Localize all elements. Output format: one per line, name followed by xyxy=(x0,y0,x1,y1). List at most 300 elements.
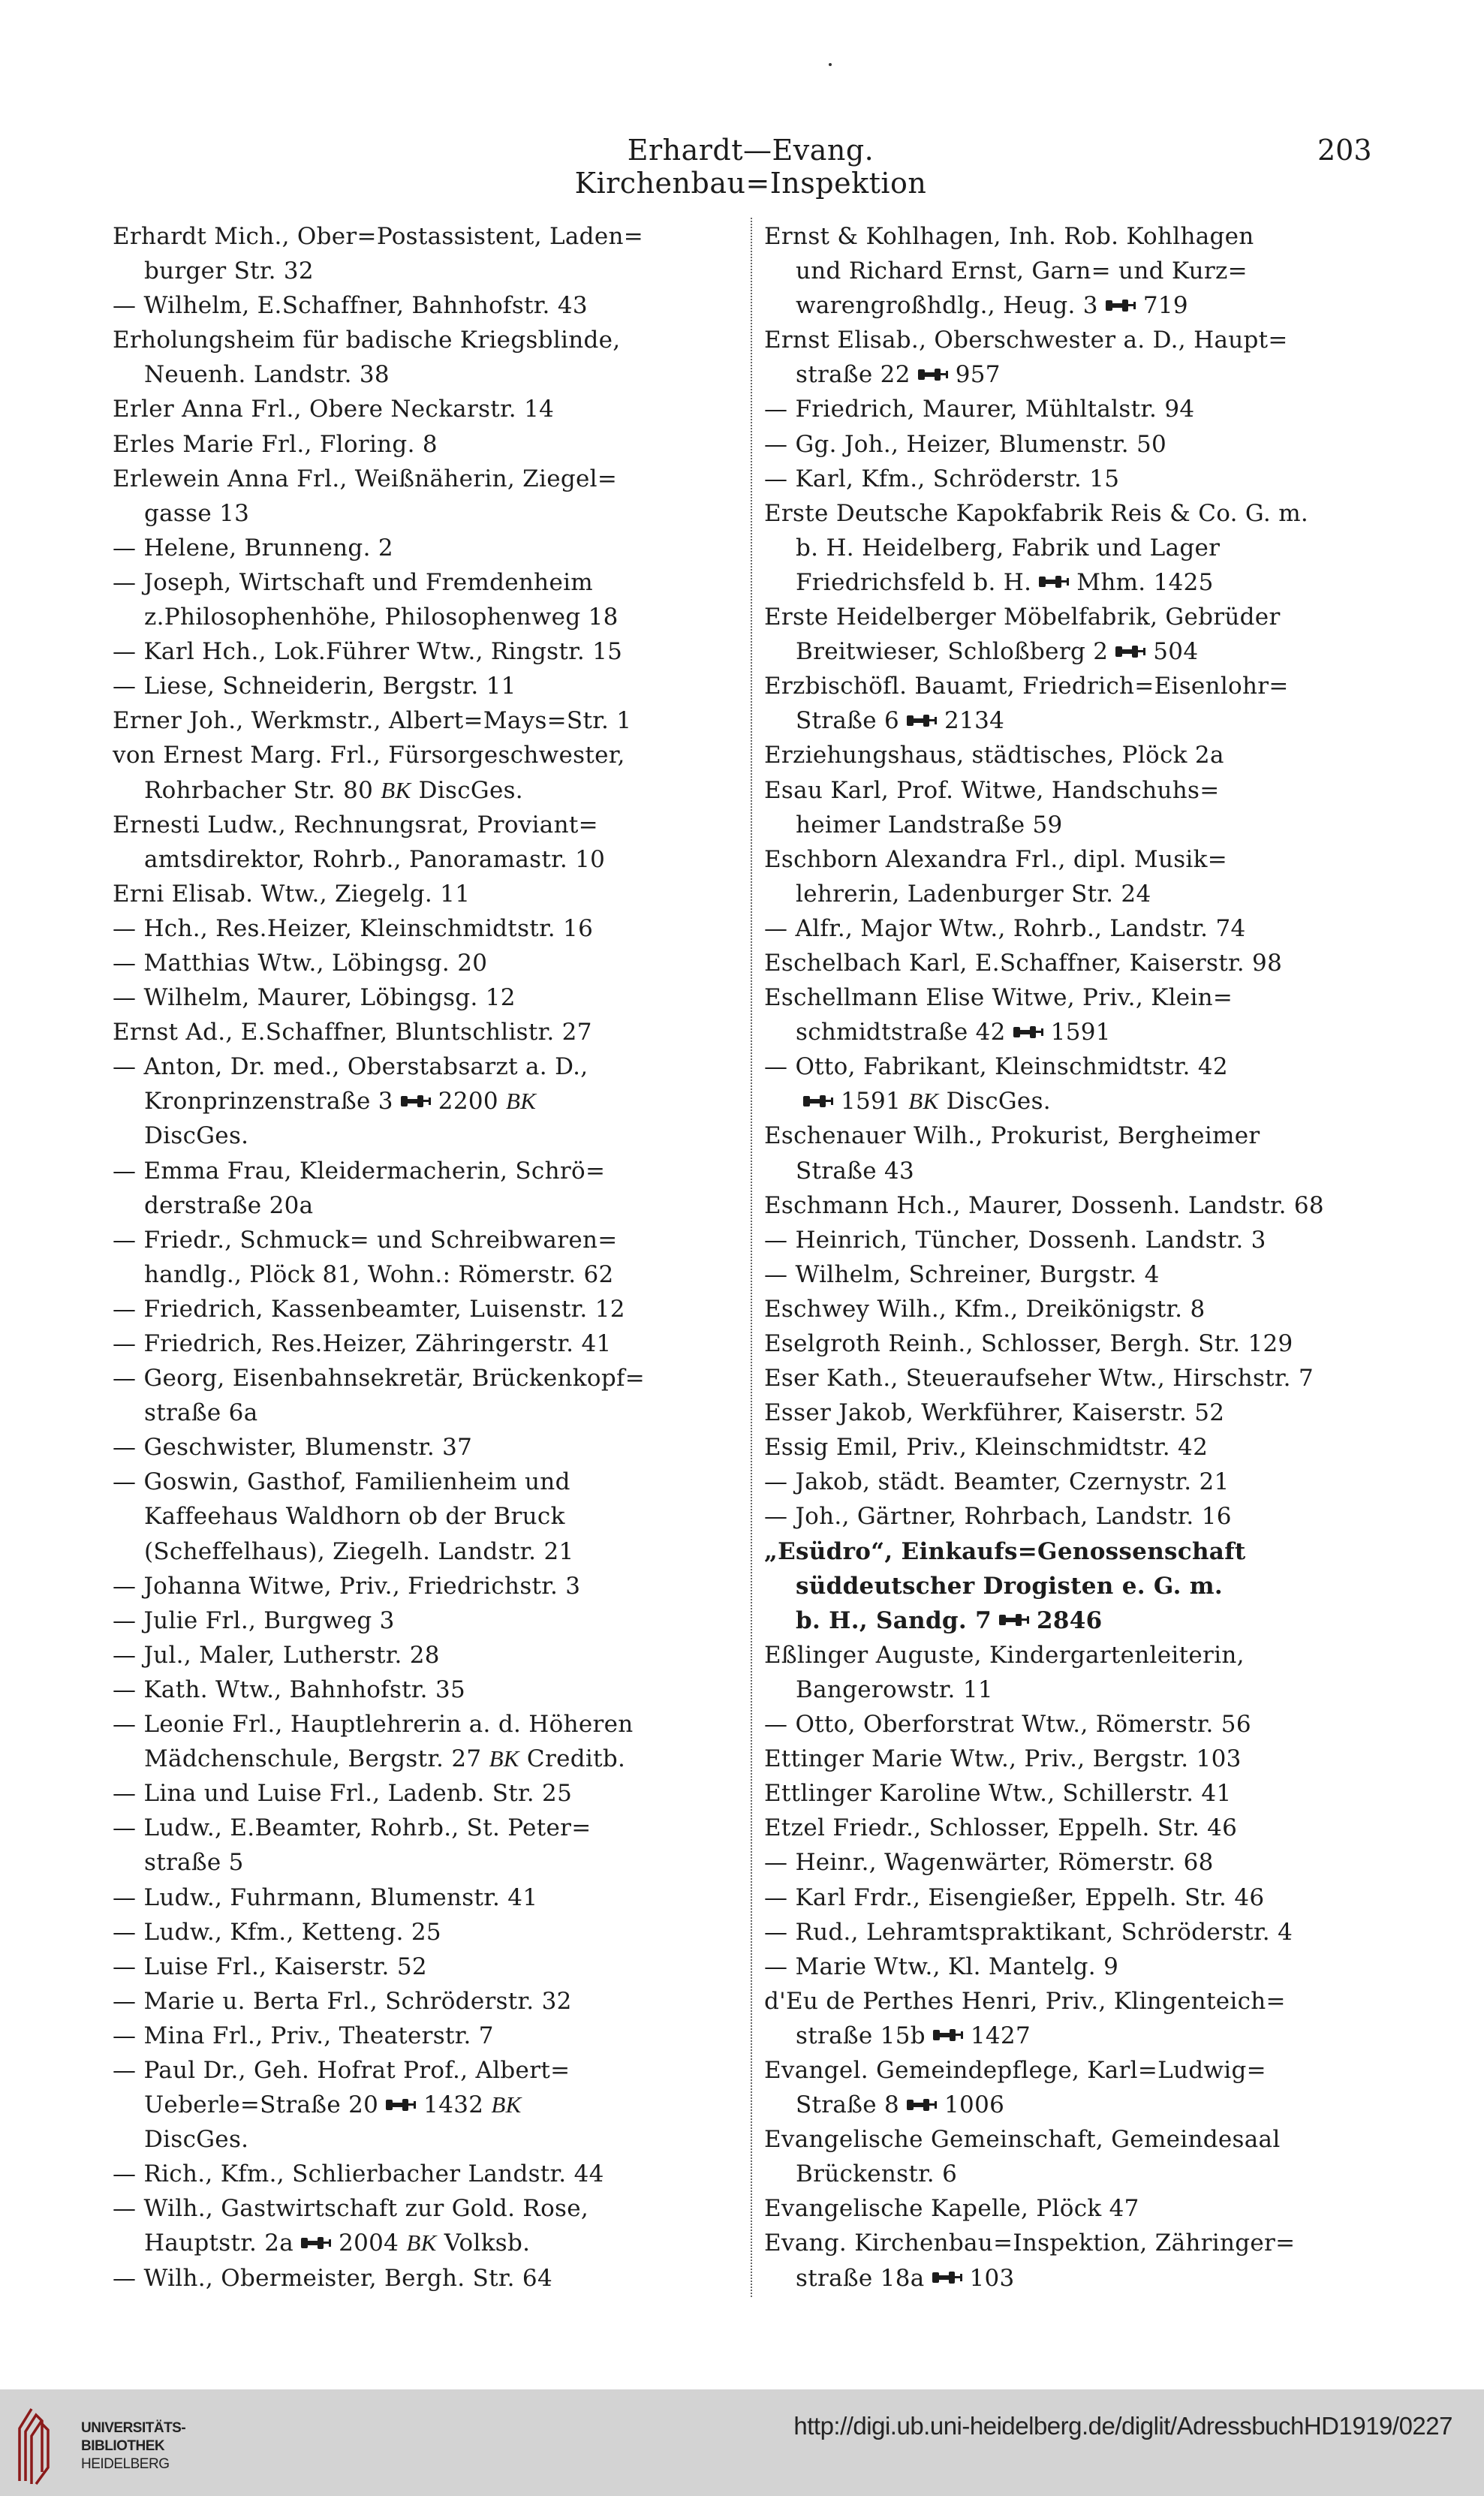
entry-line xyxy=(764,1603,1395,1638)
entry-text: 1427 xyxy=(970,2022,1031,2049)
entry-text: — Heinrich, Tüncher, Dossenh. Landstr. 3 xyxy=(764,1226,1266,1254)
entry-line xyxy=(113,1465,743,1499)
entry-line xyxy=(764,1950,1395,1984)
directory-entry xyxy=(113,669,743,703)
directory-entry xyxy=(113,1430,743,1465)
directory-entry xyxy=(113,703,743,738)
entry-line xyxy=(113,877,743,911)
entry-line xyxy=(764,462,1395,496)
entry-text: Ernst Ad., E.Schaffner, Bluntschlistr. 27 xyxy=(113,1019,592,1046)
entry-text: — Friedr., Schmuck= und Schreibwaren= xyxy=(113,1226,618,1254)
entry-line xyxy=(764,1811,1395,1845)
entry-text: heimer Landstraße 59 xyxy=(796,811,1063,839)
entry-line xyxy=(113,738,743,772)
entry-line xyxy=(764,1257,1395,1292)
entry-line xyxy=(764,773,1395,808)
entry-line xyxy=(113,2053,743,2088)
entry-text: — Matthias Wtw., Löbingsg. 20 xyxy=(113,949,488,977)
directory-entry xyxy=(764,1880,1395,1915)
logo-line: HEIDELBERG xyxy=(81,2456,170,2472)
entry-line xyxy=(113,808,743,842)
entry-text: — Joh., Gärtner, Rohrbach, Landstr. 16 xyxy=(764,1503,1232,1531)
entry-text: — Liese, Schneiderin, Bergstr. 11 xyxy=(113,673,516,700)
entry-text: b. H. Heidelberg, Fabrik und Lager xyxy=(796,534,1221,562)
directory-entry xyxy=(113,2157,743,2191)
entry-line xyxy=(764,219,1395,254)
telephone-icon xyxy=(1012,1016,1045,1050)
entry-text: Eßlinger Auguste, Kindergartenleiterin, xyxy=(764,1641,1245,1669)
entry-line xyxy=(764,1569,1395,1603)
directory-entry xyxy=(764,462,1395,496)
entry-line xyxy=(764,1742,1395,1776)
entry-line xyxy=(113,2122,743,2157)
entry-line xyxy=(764,1915,1395,1950)
entry-line xyxy=(113,357,743,392)
entry-text: — Wilh., Obermeister, Bergh. Str. 64 xyxy=(113,2264,552,2292)
entry-line xyxy=(764,1984,1395,2019)
entry-text: Eschwey Wilh., Kfm., Dreikönigstr. 8 xyxy=(764,1295,1206,1323)
library-logo[interactable] xyxy=(11,2406,78,2488)
entry-line xyxy=(113,773,743,808)
entry-line xyxy=(764,1396,1395,1430)
directory-entry xyxy=(764,946,1395,980)
directory-entry xyxy=(764,1326,1395,1361)
entry-line xyxy=(113,600,743,634)
entry-text: 957 xyxy=(955,361,1001,389)
entry-line xyxy=(764,565,1395,600)
entry-text: DiscGes. xyxy=(411,776,523,804)
entry-text: Erlewein Anna Frl., Weißnäherin, Ziegel= xyxy=(113,465,618,492)
bank-abbrev: BK xyxy=(908,1088,939,1115)
directory-entry xyxy=(113,1707,743,1776)
entry-text: — Wilhelm, Maurer, Löbingsg. 12 xyxy=(113,984,516,1012)
entry-text: burger Str. 32 xyxy=(144,257,314,285)
entry-line xyxy=(113,1430,743,1465)
entry-text: DiscGes. xyxy=(938,1088,1051,1116)
entry-text: Eselgroth Reinh., Schlosser, Bergh. Str. 129 xyxy=(764,1330,1293,1357)
entry-line xyxy=(113,1811,743,1845)
directory-entry xyxy=(764,1465,1395,1499)
directory-entry xyxy=(113,1292,743,1326)
entry-text: — Rud., Lehramtspraktikant, Schröderstr. 4 xyxy=(764,1918,1293,1946)
directory-entry xyxy=(113,288,743,323)
entry-line xyxy=(764,877,1395,911)
entry-text: — Paul Dr., Geh. Hofrat Prof., Albert= xyxy=(113,2056,570,2084)
entry-text: Erner Joh., Werkmstr., Albert=Mays=Str. 1 xyxy=(113,707,632,735)
entry-text: Eschborn Alexandra Frl., dipl. Musik= xyxy=(764,845,1228,873)
directory-entry xyxy=(764,1119,1395,1188)
entry-text: Evang. Kirchenbau=Inspektion, Zähringer= xyxy=(764,2230,1296,2257)
telephone-icon xyxy=(384,2089,417,2123)
left-column xyxy=(113,219,743,2296)
entry-line xyxy=(764,600,1395,634)
entry-text: Kaffeehaus Waldhorn ob der Bruck xyxy=(144,1503,565,1531)
entry-text: — Hch., Res.Heizer, Kleinschmidtstr. 16 xyxy=(113,914,594,942)
directory-entry xyxy=(113,1603,743,1638)
entry-text: 2200 xyxy=(438,1088,507,1116)
entry-text: 719 xyxy=(1142,292,1188,320)
entry-line xyxy=(764,842,1395,877)
entry-line xyxy=(764,1707,1395,1742)
telephone-icon xyxy=(932,2019,965,2053)
directory-entry xyxy=(113,1638,743,1673)
entry-text: — Friedrich, Maurer, Mühltalstr. 94 xyxy=(764,396,1195,423)
entry-text: — Marie u. Berta Frl., Schröderstr. 32 xyxy=(113,1987,572,2015)
running-head xyxy=(0,129,1484,200)
entry-text: — Gg. Joh., Heizer, Blumenstr. 50 xyxy=(764,430,1167,458)
directory-entry xyxy=(764,1499,1395,1534)
directory-entry xyxy=(764,669,1395,738)
entry-text: — Mina Frl., Priv., Theaterstr. 7 xyxy=(113,2022,494,2049)
directory-entry xyxy=(764,911,1395,946)
entry-text: warengroßhdlg., Heug. 3 xyxy=(796,292,1098,320)
entry-line xyxy=(113,496,743,531)
entry-line xyxy=(113,1084,743,1119)
entry-line xyxy=(764,1465,1395,1499)
directory-entry xyxy=(764,1845,1395,1880)
entry-text: Bangerowstr. 11 xyxy=(796,1676,993,1703)
entry-text: und Richard Ernst, Garn= und Kurz= xyxy=(796,257,1248,285)
entry-text: von Ernest Marg. Frl., Fürsorgeschwester, xyxy=(113,742,625,769)
directory-entry xyxy=(764,842,1395,911)
directory-entry xyxy=(113,1223,743,1292)
page-title: Erhardt—Evang. Kirchenbau=Inspektion xyxy=(574,134,927,200)
bank-abbrev: BK xyxy=(506,1088,537,1115)
entry-text: gasse 13 xyxy=(144,499,250,527)
directory-entry xyxy=(764,1292,1395,1326)
entry-text: Esau Karl, Prof. Witwe, Handschuhs= xyxy=(764,776,1220,804)
directory-entry xyxy=(113,427,743,462)
entry-text: — Emma Frau, Kleidermacherin, Schrö= xyxy=(113,1157,606,1185)
entry-text: 103 xyxy=(969,2264,1015,2292)
entry-text: — Georg, Eisenbahnsekretär, Brückenkopf= xyxy=(113,1365,646,1393)
entry-line xyxy=(764,2226,1395,2260)
entry-line xyxy=(113,1119,743,1153)
source-url[interactable]: http://digi.ub.uni-heidelberg.de/diglit/AdressbuchHD1919/0227 xyxy=(793,2412,1452,2440)
library-name xyxy=(81,2419,185,2473)
entry-line xyxy=(113,1845,743,1880)
directory-entry xyxy=(764,1049,1395,1119)
entry-text: — Leonie Frl., Hauptlehrerin a. d. Höheren xyxy=(113,1711,634,1739)
directory-entry xyxy=(113,2019,743,2053)
entry-line xyxy=(764,1430,1395,1465)
entry-text: — Wilhelm, Schreiner, Burgstr. 4 xyxy=(764,1260,1160,1288)
entry-line xyxy=(113,392,743,426)
entry-line xyxy=(113,427,743,462)
bank-abbrev: BK xyxy=(406,2230,437,2257)
entry-text: Ernst & Kohlhagen, Inh. Rob. Kohlhagen xyxy=(764,223,1254,250)
entry-text: 2134 xyxy=(944,707,1005,735)
entry-text: Eschmann Hch., Maurer, Dossenh. Landstr. 68 xyxy=(764,1191,1324,1219)
entry-text: derstraße 20a xyxy=(144,1191,314,1219)
entry-line xyxy=(113,254,743,288)
telephone-icon xyxy=(905,705,938,739)
entry-text: Breitwieser, Schloßberg 2 xyxy=(796,638,1109,666)
directory-entry xyxy=(113,1673,743,1707)
entry-text: DiscGes. xyxy=(144,1122,249,1150)
entry-text: Erste Deutsche Kapokfabrik Reis & Co. G. m. xyxy=(764,499,1309,527)
directory-entry xyxy=(113,1950,743,1984)
entry-text: — Heinr., Wagenwärter, Römerstr. 68 xyxy=(764,1849,1214,1877)
entry-text: süddeutscher Drogisten e. G. m. xyxy=(796,1572,1223,1600)
entry-line xyxy=(764,357,1395,392)
entry-line xyxy=(764,496,1395,531)
directory-entry xyxy=(764,2053,1395,2122)
entry-text: Brückenstr. 6 xyxy=(796,2160,958,2188)
entry-line xyxy=(113,1742,743,1776)
right-column xyxy=(764,219,1395,2296)
entry-text: (Scheffelhaus), Ziegelh. Landstr. 21 xyxy=(144,1537,574,1565)
telephone-icon xyxy=(399,1085,432,1119)
entry-text: Eschellmann Elise Witwe, Priv., Klein= xyxy=(764,984,1233,1012)
directory-entry xyxy=(764,1811,1395,1845)
entry-line xyxy=(764,323,1395,357)
entry-text: Ernesti Ludw., Rechnungsrat, Proviant= xyxy=(113,811,598,839)
entry-text: — Lina und Luise Frl., Ladenb. Str. 25 xyxy=(113,1780,573,1808)
entry-text: Erles Marie Frl., Floring. 8 xyxy=(113,430,438,458)
entry-line xyxy=(113,1223,743,1257)
entry-line xyxy=(113,2019,743,2053)
print-speck xyxy=(829,63,832,66)
telephone-icon xyxy=(917,359,950,393)
entry-text: straße 5 xyxy=(144,1849,244,1877)
telephone-icon xyxy=(1037,566,1070,600)
directory-entry xyxy=(113,634,743,669)
entry-line xyxy=(764,738,1395,772)
entry-text: — Luise Frl., Kaiserstr. 52 xyxy=(113,1953,427,1980)
entry-line xyxy=(764,1084,1395,1119)
entry-line xyxy=(764,703,1395,738)
entry-line xyxy=(764,634,1395,669)
entry-text: Rohrbacher Str. 80 xyxy=(144,776,381,804)
entry-text: Evangelische Kapelle, Plöck 47 xyxy=(764,2195,1139,2223)
entry-line xyxy=(764,531,1395,565)
entry-text: — Alfr., Major Wtw., Rohrb., Landstr. 74 xyxy=(764,914,1246,942)
entry-line xyxy=(113,565,743,600)
entry-text: z.Philosophenhöhe, Philosophenweg 18 xyxy=(144,604,619,631)
entry-line xyxy=(764,1154,1395,1188)
entry-text: — Jul., Maler, Lutherstr. 28 xyxy=(113,1641,440,1669)
directory-entry xyxy=(764,738,1395,772)
entry-line xyxy=(764,2019,1395,2053)
entry-text: Ettlinger Karoline Wtw., Schillerstr. 41 xyxy=(764,1780,1232,1808)
logo-line: UNIVERSITÄTS- xyxy=(81,2420,186,2436)
directory-entry xyxy=(113,980,743,1015)
bank-abbrev: BK xyxy=(489,1745,519,1772)
bank-abbrev: BK xyxy=(491,2091,522,2118)
entry-line xyxy=(764,2157,1395,2191)
directory-entry xyxy=(764,392,1395,426)
entry-line xyxy=(113,1638,743,1673)
column-divider xyxy=(751,218,752,2297)
entry-text: — Anton, Dr. med., Oberstabsarzt a. D., xyxy=(113,1053,588,1081)
entry-line xyxy=(764,1534,1395,1569)
directory-entry xyxy=(113,1361,743,1430)
entry-line xyxy=(113,531,743,565)
entry-text: — Karl, Kfm., Schröderstr. 15 xyxy=(764,465,1120,492)
entry-text: Erhardt Mich., Ober=Postassistent, Laden= xyxy=(113,223,643,250)
entry-text: Erziehungshaus, städtisches, Plöck 2a xyxy=(764,742,1224,769)
entry-line xyxy=(764,392,1395,426)
entry-text: — Otto, Oberforstrat Wtw., Römerstr. 56 xyxy=(764,1711,1251,1739)
entry-line xyxy=(113,2226,743,2260)
entry-line xyxy=(113,1707,743,1742)
directory-entry xyxy=(113,565,743,634)
entry-text: — Geschwister, Blumenstr. 37 xyxy=(113,1434,473,1462)
directory-entry xyxy=(764,1776,1395,1811)
entry-text: d'Eu de Perthes Henri, Priv., Klingenteich= xyxy=(764,1987,1286,2015)
entry-line xyxy=(113,1499,743,1534)
directory-entry xyxy=(113,1984,743,2019)
entry-text: — Jakob, städt. Beamter, Czernystr. 21 xyxy=(764,1468,1230,1496)
entry-text: 1432 xyxy=(423,2091,492,2119)
entry-text: Mädchenschule, Bergstr. 27 xyxy=(144,1745,489,1773)
entry-line xyxy=(113,462,743,496)
entry-text: — Marie Wtw., Kl. Mantelg. 9 xyxy=(764,1953,1119,1980)
directory-entry xyxy=(113,877,743,911)
entry-line xyxy=(764,254,1395,288)
entry-line xyxy=(113,1673,743,1707)
directory-entry xyxy=(113,392,743,426)
entry-text: Creditb. xyxy=(519,1745,626,1773)
entry-text: Eser Kath., Steueraufseher Wtw., Hirschstr. 7 xyxy=(764,1365,1314,1393)
entry-line xyxy=(113,2191,743,2226)
entry-text: 1591 xyxy=(1050,1019,1111,1046)
directory-entry xyxy=(113,1880,743,1915)
entry-text: Neuenh. Landstr. 38 xyxy=(144,361,390,389)
entry-text: — Helene, Brunneng. 2 xyxy=(113,534,393,562)
entry-text: — Johanna Witwe, Priv., Friedrichstr. 3 xyxy=(113,1572,581,1600)
entry-text: — Ludw., Fuhrmann, Blumenstr. 41 xyxy=(113,1883,538,1911)
logo-line: BIBLIOTHEK xyxy=(81,2438,165,2454)
entry-text: — Julie Frl., Burgweg 3 xyxy=(113,1606,395,1634)
entry-line xyxy=(113,1950,743,1984)
directory-entry xyxy=(113,1465,743,1568)
entry-text: Erzbischöfl. Bauamt, Friedrich=Eisenlohr= xyxy=(764,673,1289,700)
entry-line xyxy=(113,1292,743,1326)
entry-line xyxy=(113,2261,743,2296)
entry-text: Straße 6 xyxy=(796,707,900,735)
directory-entry xyxy=(113,1915,743,1950)
entry-line xyxy=(113,2157,743,2191)
entry-text: Esser Jakob, Werkführer, Kaiserstr. 52 xyxy=(764,1399,1225,1427)
bank-abbrev: BK xyxy=(381,776,411,803)
telephone-icon xyxy=(300,2227,333,2261)
directory-entry xyxy=(113,2191,743,2260)
entry-line xyxy=(764,911,1395,946)
directory-entry xyxy=(764,323,1395,392)
entry-line xyxy=(764,1119,1395,1153)
entry-text: — Kath. Wtw., Bahnhofstr. 35 xyxy=(113,1676,465,1703)
entry-text: „Esüdro“, Einkaufs=Genossenschaft xyxy=(764,1537,1246,1565)
telephone-icon xyxy=(998,1604,1031,1638)
entry-text: — Wilhelm, E.Schaffner, Bahnhofstr. 43 xyxy=(113,292,588,320)
entry-text: — Ludw., E.Beamter, Rohrb., St. Peter= xyxy=(113,1814,591,1842)
entry-text: Eschelbach Karl, E.Schaffner, Kaiserstr. 98 xyxy=(764,949,1283,977)
entry-line xyxy=(764,1499,1395,1534)
entry-text: Straße 8 xyxy=(796,2091,900,2119)
entry-text: Volksb. xyxy=(436,2230,531,2257)
entry-text: — Goswin, Gasthof, Familienheim und xyxy=(113,1468,570,1496)
entry-line xyxy=(764,1223,1395,1257)
entry-text: Kronprinzenstraße 3 xyxy=(144,1088,393,1116)
directory-entry xyxy=(764,1915,1395,1950)
directory-entry xyxy=(764,427,1395,462)
directory-entry xyxy=(113,946,743,980)
telephone-icon xyxy=(905,2089,938,2123)
directory-entry xyxy=(764,2122,1395,2191)
entry-text: 1006 xyxy=(944,2091,1005,2119)
entry-line xyxy=(113,1603,743,1638)
directory-entry xyxy=(764,1707,1395,1742)
directory-entry xyxy=(764,773,1395,842)
directory-entry xyxy=(764,600,1395,669)
entry-line xyxy=(113,1154,743,1188)
directory-entry xyxy=(764,496,1395,600)
directory-entry xyxy=(113,531,743,565)
entry-line xyxy=(113,980,743,1015)
entry-text: Friedrichsfeld b. H. xyxy=(796,568,1032,596)
entry-text: Erste Heidelberger Möbelfabrik, Gebrüder xyxy=(764,604,1281,631)
entry-line xyxy=(764,1015,1395,1049)
entry-line xyxy=(113,1049,743,1084)
entry-text: — Wilh., Gastwirtschaft zur Gold. Rose, xyxy=(113,2195,589,2223)
entry-line xyxy=(113,323,743,357)
entry-line xyxy=(113,1015,743,1049)
entry-line xyxy=(764,427,1395,462)
directory-entry xyxy=(113,1015,743,1049)
directory-entry xyxy=(113,2261,743,2296)
entry-line xyxy=(113,219,743,254)
directory-entry xyxy=(764,1361,1395,1396)
entry-line xyxy=(764,2122,1395,2157)
entry-text: Mhm. 1425 xyxy=(1076,568,1214,596)
directory-entry xyxy=(113,2053,743,2157)
entry-line xyxy=(764,1326,1395,1361)
entry-text: Erni Elisab. Wtw., Ziegelg. 11 xyxy=(113,880,471,908)
entry-line xyxy=(764,946,1395,980)
directory-entry xyxy=(113,1776,743,1811)
entry-text: 2846 xyxy=(1036,1606,1103,1634)
entry-line xyxy=(113,669,743,703)
entry-line xyxy=(113,1326,743,1361)
directory-entry xyxy=(764,1257,1395,1292)
directory-entry xyxy=(764,1396,1395,1430)
entry-text: Erler Anna Frl., Obere Neckarstr. 14 xyxy=(113,396,555,423)
entry-text: Essig Emil, Priv., Kleinschmidtstr. 42 xyxy=(764,1434,1209,1462)
entry-text: Straße 43 xyxy=(796,1157,915,1185)
entry-text: Ernst Elisab., Oberschwester a. D., Haupt= xyxy=(764,327,1288,354)
entry-line xyxy=(113,911,743,946)
entry-text: 2004 xyxy=(339,2230,407,2257)
entry-text: straße 18a xyxy=(796,2264,925,2292)
directory-entry xyxy=(764,1188,1395,1223)
entry-text: straße 22 xyxy=(796,361,911,389)
directory-entry xyxy=(113,1154,743,1223)
directory-entry xyxy=(113,911,743,946)
entry-line xyxy=(113,842,743,877)
directory-entry xyxy=(113,1569,743,1603)
entry-text: Erholungsheim für badische Kriegsblinde, xyxy=(113,327,621,354)
entry-line xyxy=(113,1776,743,1811)
entry-line xyxy=(764,669,1395,703)
directory-entry xyxy=(764,1638,1395,1707)
directory-entry xyxy=(113,462,743,531)
entry-line xyxy=(764,808,1395,842)
entry-line xyxy=(764,1361,1395,1396)
entry-line xyxy=(764,2191,1395,2226)
entry-text: Ettinger Marie Wtw., Priv., Bergstr. 103 xyxy=(764,1745,1242,1773)
